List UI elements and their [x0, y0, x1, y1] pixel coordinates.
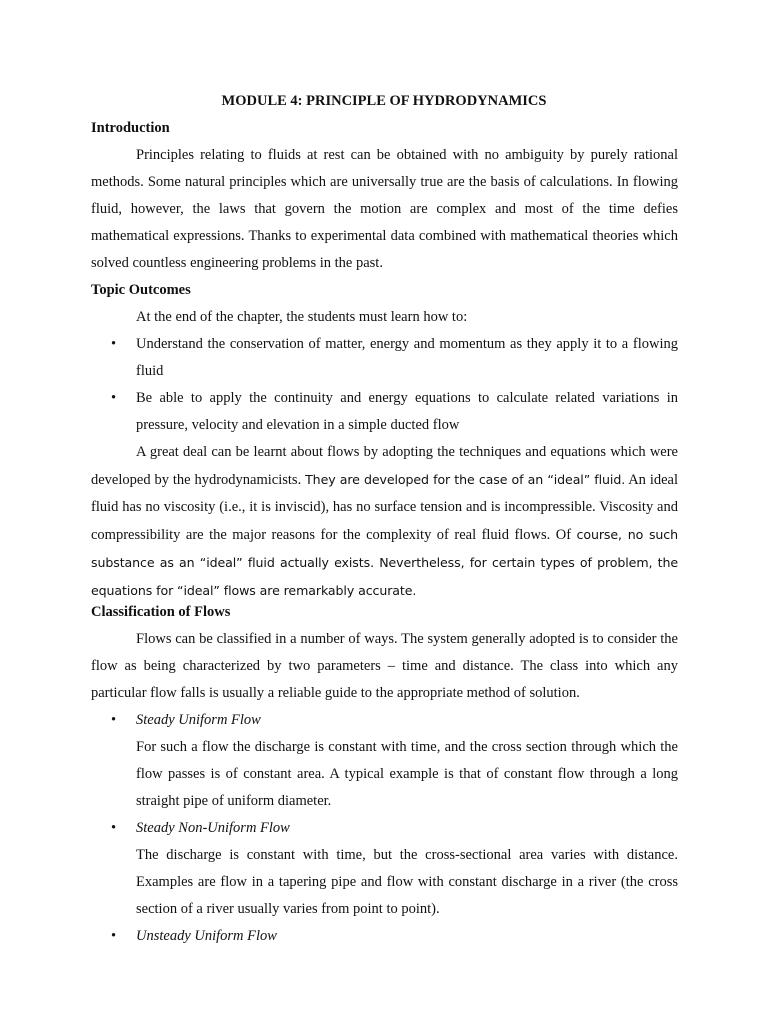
topic-outcomes-lead: At the end of the chapter, the students must learn how to:	[136, 309, 468, 325]
ideal-fluid-text-b: They are developed for the case of an “ideal” fluid.	[305, 472, 626, 487]
introduction-paragraph: Principles relating to fluids at rest can be obtained with no ambiguity by purely rational methods. Some natural principles which are universally true are the basis of calculations. In flowing fluid, however, the laws that govern the motion are complex and most of the time defies mathematical expressions. Thanks to experimental data combined with mathematical theories which solved countless engineering problems in the past.	[91, 147, 678, 271]
page-title: MODULE 4: PRINCIPLE OF HYDRODYNAMICS	[221, 93, 547, 109]
ideal-fluid-paragraph	[91, 439, 678, 605]
flow-type-name: Unsteady Uniform Flow	[136, 928, 277, 944]
outcome-bullet-item: Understand the conservation of matter, energy and momentum as they apply it to a flowing fluid	[136, 336, 678, 379]
bullet-marker: •	[111, 712, 117, 728]
outcome-bullet-item: Be able to apply the continuity and energy equations to calculate related variations in pressure, velocity and elevation in a simple ducted flow	[136, 390, 678, 433]
flow-type-description: The discharge is constant with time, but the cross-sectional area varies with distance. Examples are flow in a tapering pipe and flow with constant discharge in a river (the cross section of a river usually varies from point to point).	[136, 847, 678, 917]
introduction-heading: Introduction	[91, 120, 170, 136]
bullet-marker: •	[111, 928, 117, 944]
classification-heading: Classification of Flows	[91, 604, 231, 620]
bullet-marker: •	[111, 390, 117, 406]
topic-outcomes-heading: Topic Outcomes	[91, 282, 191, 298]
flow-type-description: For such a flow the discharge is constant with time, and the cross section through which the flow passes is of constant area. A typical example is that of constant flow through a long straight pipe of uniform diameter.	[136, 739, 678, 809]
flow-type-name: Steady Uniform Flow	[136, 712, 261, 728]
bullet-marker: •	[111, 336, 117, 352]
ideal-fluid-text-c: An ideal fluid has no viscosity (i.e., it is inviscid), has no surface tension and is incompressible. Viscosity and compressibility are the major reasons for the complexity of real fluid flows. Of	[91, 472, 679, 543]
ideal-fluid-text-d: course, no such substance as an “ideal” fluid actually exists. Nevertheless, for certain types of problem, the equations for “ideal” flows are remarkably accurate.	[91, 527, 678, 598]
classification-paragraph: Flows can be classified in a number of ways. The system generally adopted is to consider the flow as being characterized by two parameters – time and distance. The class into which any particular flow falls is usually a reliable guide to the appropriate method of solution.	[91, 631, 678, 701]
ideal-fluid-text-a: A great deal can be learnt about flows by adopting the techniques and equations which were developed by the hydrodynamicists.	[91, 444, 678, 488]
bullet-marker: •	[111, 820, 117, 836]
flow-type-name: Steady Non-Uniform Flow	[136, 820, 290, 836]
